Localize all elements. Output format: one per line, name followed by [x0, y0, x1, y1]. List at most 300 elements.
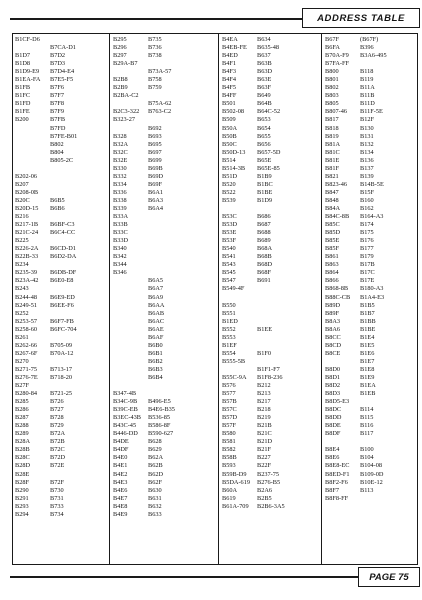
address-cell: B81C: [325, 148, 340, 156]
mapped-address-cell: B637: [257, 52, 271, 60]
address-cell: B296: [113, 44, 127, 52]
mapped-address-cell: B1F1-F7: [257, 365, 280, 373]
table-row: [322, 229, 418, 237]
table-row: [12, 229, 109, 237]
mapped-address-cell: B117: [360, 430, 374, 438]
mapped-address-cell: B688: [257, 229, 271, 237]
address-cell: B288: [15, 422, 29, 430]
address-cell: B8CE: [325, 349, 341, 357]
table-row: [322, 326, 418, 334]
mapped-address-cell: B15F: [360, 188, 374, 196]
address-cell: B4E8: [113, 502, 128, 510]
table-row: [322, 390, 418, 398]
address-cell: B22B-33: [15, 253, 39, 261]
address-cell: B4DF: [113, 446, 129, 454]
mapped-address-cell: B164-A3: [360, 213, 384, 221]
section-title: ADDRESS TABLE: [317, 12, 405, 24]
mapped-address-cell: B7FE-B01: [50, 132, 78, 140]
mapped-address-cell: B212: [257, 382, 271, 390]
table-row: [12, 326, 109, 334]
address-cell: B33C: [113, 229, 128, 237]
address-cell: B234: [15, 261, 29, 269]
address-cell: B328: [113, 132, 127, 140]
table-row: [219, 374, 321, 382]
mapped-address-cell: B691: [257, 277, 271, 285]
table-row: [322, 479, 418, 487]
table-row: [12, 205, 109, 213]
table-row: [12, 358, 109, 366]
mapped-address-cell: B64C-52: [257, 108, 281, 116]
table-row: [219, 205, 321, 213]
address-cell: B85E: [325, 237, 340, 245]
mapped-address-cell: B11B: [360, 92, 375, 100]
mapped-address-cell: B705-09: [50, 341, 73, 349]
mapped-address-cell: B6DB-DF: [50, 269, 77, 277]
mapped-address-cell: B68B: [257, 253, 272, 261]
table-row: [219, 294, 321, 302]
mapped-address-cell: B1E4: [360, 333, 375, 341]
address-cell: B208-0B: [15, 188, 39, 196]
mapped-address-cell: B175: [360, 229, 374, 237]
mapped-address-cell: B17E: [360, 277, 375, 285]
table-row: [219, 149, 321, 157]
address-cell: B262-66: [15, 341, 38, 349]
mapped-address-cell: B1BC: [257, 180, 273, 188]
mapped-address-cell: B65E: [257, 156, 272, 164]
mapped-address-cell: B6AC: [148, 317, 165, 325]
mapped-address-cell: B729: [50, 422, 64, 430]
address-cell: B2B9: [113, 84, 128, 92]
table-row: [110, 342, 218, 350]
address-cell: B53D: [222, 221, 238, 229]
mapped-address-cell: B11D: [360, 100, 375, 108]
table-row: [322, 503, 418, 511]
mapped-address-cell: B4E6-B35: [148, 406, 175, 414]
table-row: [110, 173, 218, 181]
mapped-address-cell: B63E: [257, 76, 272, 84]
mapped-address-cell: B130: [360, 124, 374, 132]
table-row: [12, 454, 109, 462]
address-cell: B8A3: [325, 317, 341, 325]
address-cell: B4E2: [113, 470, 128, 478]
table-row: [12, 446, 109, 454]
address-cell: B502-08: [222, 108, 245, 116]
table-row: [12, 294, 109, 302]
address-cell: B4F1: [222, 60, 236, 68]
address-cell: B446-DD: [113, 430, 138, 438]
mapped-address-cell: B536-85: [148, 414, 171, 422]
table-row: [322, 36, 418, 44]
header-bar: [2, 8, 420, 30]
table-row: [322, 318, 418, 326]
table-row: [110, 269, 218, 277]
table-row: [12, 269, 109, 277]
table-row: [110, 237, 218, 245]
address-cell: B67F: [325, 36, 339, 43]
table-row: [322, 495, 418, 503]
address-cell: B53C: [222, 213, 237, 221]
mapped-address-cell: B75A-62: [148, 100, 172, 108]
address-cell: B800: [325, 68, 339, 76]
mapped-address-cell: B3A6-495: [360, 52, 387, 60]
table-column-1: [12, 33, 109, 565]
table-column-3: [218, 33, 321, 565]
address-cell: B1EA-FA: [15, 76, 41, 84]
page-number-tab: [358, 567, 420, 587]
mapped-address-cell: B7F6: [50, 84, 64, 92]
table-row: [12, 285, 109, 293]
address-cell: B70A-F9: [325, 52, 349, 60]
mapped-address-cell: B7F8: [50, 100, 64, 108]
mapped-address-cell: B686: [257, 213, 271, 221]
mapped-address-cell: B2A6: [257, 486, 273, 494]
table-row: [219, 285, 321, 293]
address-cell: B297: [113, 52, 127, 60]
table-row: [322, 277, 418, 285]
mapped-address-cell: B654: [257, 124, 271, 132]
footer-bar: [2, 566, 420, 588]
table-row: [219, 422, 321, 430]
mapped-address-cell: B6A5: [148, 277, 164, 285]
mapped-address-cell: B1D9: [257, 196, 273, 204]
table-row: [219, 414, 321, 422]
address-cell: B50B: [222, 132, 237, 140]
address-cell: B8D1: [325, 373, 341, 381]
table-row: [110, 446, 218, 454]
address-cell: B514: [222, 156, 236, 164]
mapped-address-cell: B727: [50, 406, 64, 414]
address-cell: B802: [325, 84, 339, 92]
table-row: [12, 181, 109, 189]
address-cell: B8E6: [325, 454, 340, 462]
table-column-4: [321, 33, 418, 565]
address-cell: B57B: [222, 398, 237, 406]
address-cell: B8ED-F1: [325, 470, 350, 478]
mapped-address-cell: B6A7: [148, 285, 164, 293]
address-cell: B555-5B: [222, 357, 246, 365]
address-cell: B8D5-E3: [325, 398, 350, 406]
table-row: [12, 310, 109, 318]
mapped-address-cell: B1BB: [360, 317, 376, 325]
mapped-address-cell: B72F: [50, 478, 64, 486]
table-row: [219, 511, 321, 519]
table-row: [12, 157, 109, 165]
address-cell: B267-6F: [15, 349, 38, 357]
mapped-address-cell: B1E5: [360, 341, 375, 349]
table-row: [219, 471, 321, 479]
address-cell: B8DC: [325, 406, 342, 414]
mapped-address-cell: B21F: [257, 446, 271, 454]
table-row: [12, 92, 109, 100]
table-row: [322, 149, 418, 157]
mapped-address-cell: B63B: [257, 60, 272, 68]
address-cell: B4F4: [222, 76, 236, 84]
mapped-address-cell: B62F: [148, 478, 162, 486]
mapped-address-cell: B6C4-CC: [50, 229, 76, 237]
mapped-address-cell: B630: [148, 486, 162, 494]
mapped-address-cell: B633: [148, 510, 162, 518]
mapped-address-cell: B134: [360, 148, 374, 156]
mapped-address-cell: B728: [50, 414, 64, 422]
mapped-address-cell: B734: [50, 510, 64, 518]
mapped-address-cell: B736: [148, 44, 162, 52]
address-cell: B8DD: [325, 414, 342, 422]
address-cell: B1D7: [15, 52, 31, 60]
table-row: [322, 446, 418, 454]
mapped-address-cell: B21B: [257, 422, 272, 430]
table-row: [219, 60, 321, 68]
address-cell: B8F8-FF: [325, 494, 349, 502]
table-row: [219, 141, 321, 149]
address-cell: B4ED: [222, 52, 238, 60]
address-cell: B2C3-322: [113, 108, 140, 116]
mapped-address-cell: B2B5: [257, 494, 272, 502]
table-row: [219, 310, 321, 318]
table-row: [219, 398, 321, 406]
mapped-address-cell: B6E0-E8: [50, 277, 74, 285]
table-row: [219, 302, 321, 310]
mapped-address-cell: B69D: [148, 172, 164, 180]
mapped-address-cell: B1BE: [257, 188, 273, 196]
table-row: [12, 100, 109, 108]
table-row: [322, 60, 418, 68]
table-row: [110, 487, 218, 495]
mapped-address-cell: B62B: [148, 462, 163, 470]
mapped-address-cell: B118: [360, 68, 374, 76]
address-cell: B4E1: [113, 462, 128, 470]
mapped-address-cell: B6AB: [148, 309, 165, 317]
address-cell: B582: [222, 446, 236, 454]
mapped-address-cell: B1F0: [257, 349, 271, 357]
mapped-address-cell: B21C: [257, 430, 272, 438]
table-row: [219, 84, 321, 92]
table-row: [219, 342, 321, 350]
address-cell: B866: [325, 277, 339, 285]
table-row: [12, 44, 109, 52]
table-row: [322, 285, 418, 293]
address-cell: B2B8: [113, 76, 128, 84]
mapped-address-cell: B590-627: [148, 430, 174, 438]
table-row: [322, 237, 418, 245]
address-cell: B863: [325, 261, 339, 269]
table-row: [110, 197, 218, 205]
mapped-address-cell: B12F: [360, 116, 374, 124]
table-row: [12, 422, 109, 430]
table-row: [12, 213, 109, 221]
mapped-address-cell: B738: [148, 52, 162, 60]
table-row: [322, 52, 418, 60]
table-row: [322, 84, 418, 92]
table-row: [12, 108, 109, 116]
table-row: [219, 100, 321, 108]
address-cell: B28D: [15, 462, 31, 470]
address-cell: B619: [222, 494, 236, 502]
table-row: [110, 471, 218, 479]
table-row: [219, 197, 321, 205]
table-row: [219, 261, 321, 269]
table-row: [110, 100, 218, 108]
address-cell: B552: [222, 325, 236, 333]
table-row: [12, 68, 109, 76]
address-cell: B21C-24: [15, 229, 39, 237]
mapped-address-cell: B213: [257, 390, 271, 398]
table-row: [12, 302, 109, 310]
mapped-address-cell: B104: [360, 454, 374, 462]
table-row: [219, 108, 321, 116]
address-cell: B8DF: [325, 430, 341, 438]
mapped-address-cell: B6AF: [148, 333, 164, 341]
table-row: [110, 229, 218, 237]
table-row: [12, 245, 109, 253]
mapped-address-cell: B1E6: [360, 349, 375, 357]
address-cell: B1D9-E9: [15, 68, 40, 76]
table-row: [322, 125, 418, 133]
address-cell: B295: [113, 36, 127, 43]
table-row: [322, 245, 418, 253]
address-cell: B235-39: [15, 269, 38, 277]
mapped-address-cell: B62A: [148, 454, 164, 462]
mapped-address-cell: B1E9: [360, 373, 375, 381]
mapped-address-cell: B631: [148, 494, 162, 502]
mapped-address-cell: B634: [257, 36, 271, 43]
table-row: [12, 342, 109, 350]
address-cell: B576: [222, 382, 236, 390]
address-cell: B280-84: [15, 390, 38, 398]
table-row: [12, 277, 109, 285]
address-cell: B39C-EB: [113, 406, 138, 414]
mapped-address-cell: B63F: [257, 84, 271, 92]
table-row: [12, 149, 109, 157]
mapped-address-cell: B22F: [257, 462, 271, 470]
table-row: [322, 294, 418, 302]
mapped-address-cell: B10E-12: [360, 478, 383, 486]
mapped-address-cell: B2B6-3A5: [257, 502, 285, 510]
address-cell: B291: [15, 494, 29, 502]
mapped-address-cell: B7FD: [50, 124, 66, 132]
address-cell: B85C: [325, 221, 340, 229]
address-cell: B216: [15, 213, 29, 221]
mapped-address-cell: B655: [257, 132, 271, 140]
table-row: [110, 92, 218, 100]
address-cell: B4EA: [222, 36, 238, 43]
mapped-address-cell: B731: [50, 494, 64, 502]
table-row: [322, 92, 418, 100]
table-row: [110, 366, 218, 374]
address-cell: B33A: [113, 213, 129, 221]
mapped-address-cell: B6AA: [148, 301, 165, 309]
table-row: [322, 350, 418, 358]
table-row: [12, 197, 109, 205]
address-cell: B332: [113, 172, 127, 180]
address-cell: B293: [15, 502, 29, 510]
address-cell: B8E4: [325, 446, 340, 454]
table-row: [219, 165, 321, 173]
table-row: [110, 454, 218, 462]
address-cell: B821: [325, 172, 339, 180]
mapped-address-cell: B62D: [148, 470, 164, 478]
address-cell: B593: [222, 462, 236, 470]
mapped-address-cell: B7D4-E4: [50, 68, 75, 76]
mapped-address-cell: B237-75: [257, 470, 280, 478]
table-row: [12, 318, 109, 326]
address-cell: B4E7: [113, 494, 128, 502]
address-cell: B8D3: [325, 390, 341, 398]
mapped-address-cell: B6B6: [50, 204, 65, 212]
table-row: [322, 141, 418, 149]
address-cell: B225: [15, 237, 29, 245]
address-cell: B338: [113, 196, 127, 204]
table-row: [12, 141, 109, 149]
address-cell: B8CD: [325, 341, 342, 349]
page-number: PAGE 75: [369, 571, 409, 583]
table-row: [110, 108, 218, 116]
table-row: [322, 261, 418, 269]
table-row: [322, 430, 418, 438]
table-row: [12, 221, 109, 229]
address-cell: B270: [15, 357, 29, 365]
address-cell: B29A-B7: [113, 60, 138, 68]
address-cell: B5DA-619: [222, 478, 250, 486]
address-cell: B32E: [113, 156, 128, 164]
address-cell: B243: [15, 285, 29, 293]
table-row: [12, 116, 109, 124]
table-row: [110, 157, 218, 165]
address-cell: B28F: [15, 478, 29, 486]
table-row: [110, 414, 218, 422]
table-row: [110, 133, 218, 141]
mapped-address-cell: B1A4-E3: [360, 293, 385, 301]
mapped-address-cell: B64B: [257, 100, 272, 108]
mapped-address-cell: B109-0D: [360, 470, 384, 478]
address-cell: B514-3B: [222, 164, 246, 172]
table-row: [322, 334, 418, 342]
mapped-address-cell: B69B: [148, 164, 163, 172]
address-cell: B1FB: [15, 84, 31, 92]
address-cell: B323-27: [113, 116, 136, 124]
table-row: [219, 245, 321, 253]
table-row: [12, 189, 109, 197]
address-cell: B32C: [113, 148, 128, 156]
table-row: [110, 36, 218, 44]
address-cell: B57D: [222, 414, 238, 422]
table-row: [322, 213, 418, 221]
table-row: [219, 116, 321, 124]
table-row: [219, 487, 321, 495]
address-cell: B540: [222, 245, 236, 253]
table-row: [219, 503, 321, 511]
mapped-address-cell: B1B9: [257, 172, 272, 180]
address-cell: B61A-709: [222, 502, 249, 510]
mapped-address-cell: B17C: [360, 269, 375, 277]
table-row: [219, 213, 321, 221]
address-cell: B803: [325, 92, 339, 100]
mapped-address-cell: B6B1: [148, 349, 163, 357]
address-cell: B50C: [222, 140, 237, 148]
table-row: [110, 302, 218, 310]
table-row: [219, 454, 321, 462]
table-row: [12, 479, 109, 487]
mapped-address-cell: B629: [148, 446, 162, 454]
mapped-address-cell: B68D: [257, 261, 273, 269]
table-row: [110, 438, 218, 446]
mapped-address-cell: B6A3: [148, 196, 164, 204]
table-row: [12, 237, 109, 245]
mapped-address-cell: B656: [257, 140, 271, 148]
address-cell: B244-48: [15, 293, 38, 301]
table-row: [322, 197, 418, 205]
address-cell: B4E3: [113, 478, 128, 486]
table-row: [12, 511, 109, 519]
